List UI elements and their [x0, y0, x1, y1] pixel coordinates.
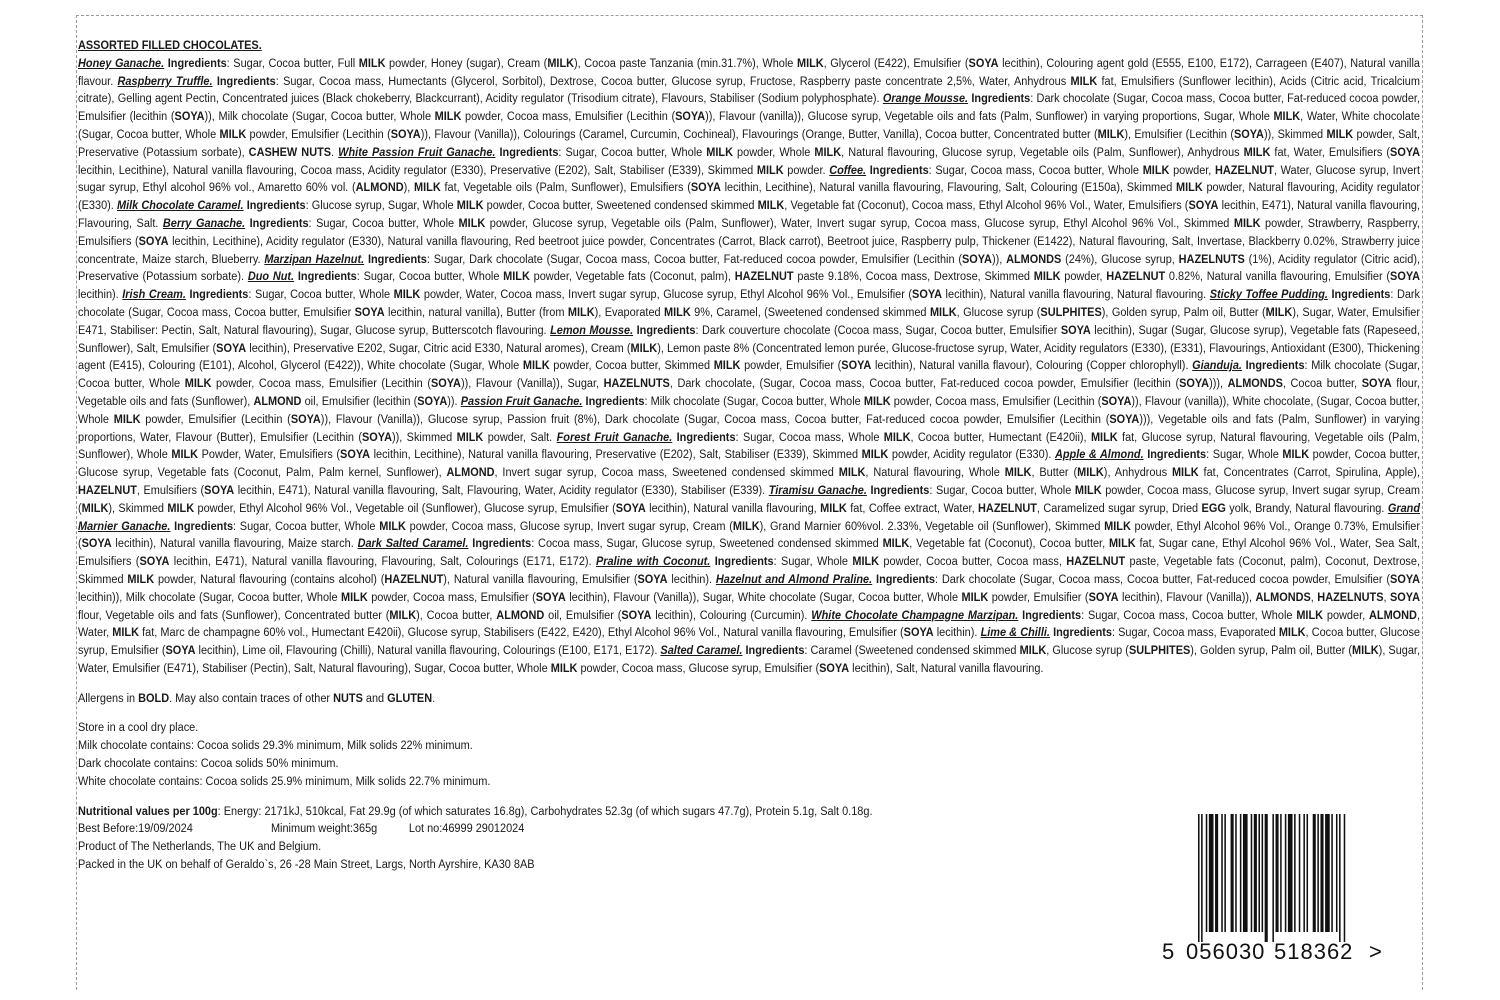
ingredients-label: Ingredients — [1331, 288, 1391, 302]
product-ingredients: : Dark chocolate (Sugar, Cocoa mass, Cocoa butter, Emulsifier SOYA lecithin, natural vanilla), Butter (from MILK), Evaporated MILK 9%, Caramel, (Sweetened condensed skimmed MILK, Glucose syrup (SULPHITES), Golden syrup, Palm oil, Butter (MILK), Sugar, Water, Emulsifier E471, Stabiliser: Pectin, Salt, Natural flavouring), Sugar, Glucose syrup, Butterscotch flavouring. — [78, 288, 1421, 337]
product-name: Raspberry Truffle. — [117, 74, 213, 88]
barcode-bar — [1294, 814, 1296, 932]
product-ingredients: : Sugar, Cocoa mass, Cocoa butter, Whole MILK powder, ALMOND, Water, MILK fat, Marc de champagne 60% vol., Humectant E420ii), Glucose syrup, Stabilisers (E422, E420), Ethyl Alcohol 96% Vol., Natural vanilla flavouring, Emulsifier (SOYA lecithin). — [78, 608, 1420, 640]
ingredients-label: Ingredients — [676, 430, 736, 444]
allergen-word: SOYA — [1088, 590, 1119, 604]
ingredients-label: Ingredients — [249, 216, 309, 230]
allergen-word: HAZELNUT — [1215, 163, 1274, 177]
ingredients-label: Ingredients — [297, 270, 357, 284]
allergen-word: MILK — [550, 661, 578, 675]
allergen-word: SOYA — [340, 448, 371, 462]
product-name: Coffee. — [829, 163, 867, 177]
barcode-bar — [1254, 814, 1257, 932]
product-name: White Chocolate Champagne Marzipan. — [811, 608, 1019, 622]
allergen-word: HAZELNUTS — [1178, 252, 1245, 266]
product-name: Lemon Mousse. — [550, 323, 634, 337]
product-name: Tiramisu Ganache. — [768, 483, 867, 497]
allergen-word: HAZELNUTS — [1317, 590, 1384, 604]
allergen-word: MILK — [414, 181, 441, 195]
barcode-bar — [1288, 814, 1293, 932]
allergen-note-emphasis: BOLD — [138, 691, 170, 705]
allergen-word: MILK — [434, 110, 462, 124]
allergen-word: MILK — [1171, 466, 1199, 480]
ingredients-label: Ingredients — [167, 56, 227, 70]
product-ingredients: : Dark couverture chocolate (Cocoa mass, Sugar, Cocoa butter, Emulsifier SOYA lecithin), Sugar (Sugar, Glucose syrup), Vegetable fats (Rapeseed, Sunflower), Salt, Emulsifier (SOYA lecithin), Preservative E202, Sugar, Citric acid E330, Natural aromes), Cream (MILK), Lemon paste 8% (Concentrated lemon purée, Glucose-fructose syrup, Water, Acidity regulators (E330), (E331), Flavourings, Antioxidant (E300), Thickening agent (E415), Colouring (E101), Alcohol, Glycerol (E422)), White chocolate (Sugar, Whole MILK powder, Cocoa butter, Skimmed MILK powder, Emulsifier (SOYA lecithin), Natural vanilla flavour), Colouring (Copper chlorophyll). — [78, 323, 1421, 373]
allergen-word: ALMONDS — [1006, 252, 1062, 266]
allergens-note: Allergens in BOLD. May also contain traces of other NUTS and GLUTEN. — [78, 691, 436, 705]
allergen-word: SOYA — [139, 555, 170, 569]
barcode-digit-first: 5 — [1162, 939, 1175, 962]
barcode-bar — [1280, 814, 1282, 932]
product-name: Marzipan Hazelnut. — [264, 252, 365, 266]
allergen-word: MILK — [113, 412, 141, 426]
product-name: Forest Fruit Ganache. — [556, 430, 673, 444]
barcode — [1154, 812, 1394, 962]
allergen-word: MILK — [1278, 626, 1306, 640]
ingredients-block — [78, 55, 1420, 678]
allergen-word: SOYA — [637, 572, 668, 586]
allergen-word: SOYA — [968, 56, 999, 70]
product-ingredients: : Glucose syrup, Sugar, Whole MILK powder, Cocoa butter, Sweetened condensed skimmed MILK, Vegetable fat (Coconut), Cocoa mass, Ethyl Alcohol 96% Vol., Water, Emulsifiers (SOYA lecithin, E471), Natural vanilla flavouring, Flavouring, Salt. — [78, 199, 1421, 230]
allergen-word: SOYA — [1390, 590, 1420, 604]
allergen-word: MILK — [1070, 74, 1098, 88]
allergen-word: ALMOND — [253, 394, 302, 408]
product-ingredients: : Sugar, Cocoa mass, Humectants (Glycerol, Sorbitol), Dextrose, Cocoa butter, Glucose syrup, Fructose, Raspberry paste concentrate 2,5%, Water, Anhydrous MILK fat, Emulsifiers (Sunflower lecithin), Acids (Citric acid, Tricalcium citrate), Gelling agent Pectin, Concentrated juices (Black chokeberry, Blackcurrant), Acidity regulator (Trisodium citrate), Flavours, Stabiliser (Sodium polyphosphate). — [78, 74, 1420, 106]
allergen-word: SOYA — [290, 412, 321, 426]
barcode-bar — [1201, 814, 1203, 942]
allergen-word: MILK — [81, 501, 109, 515]
product-ingredients: : Cocoa mass, Sugar, Glucose syrup, Sweetened condensed skimmed MILK, Vegetable fat (Coconut), Cocoa butter, MILK fat, Sugar cane, Ethyl Alcohol 96% Vol., Water, Sea Salt, Emulsifiers (SOYA lecithin, E471), Natural vanilla flavouring, Flavouring, Salt, Colourings (E171, E172). — [78, 537, 1421, 569]
allergen-word: ALMOND — [1368, 608, 1417, 622]
barcode-bar — [1272, 814, 1274, 942]
lot-number: Lot no:46999 29012024 — [408, 822, 525, 836]
product-entry — [122, 288, 1206, 301]
allergen-word: SOYA — [675, 110, 706, 124]
barcode-bar — [1243, 814, 1248, 932]
product-ingredients: : Sugar, Whole MILK powder, Cocoa butter, Glucose syrup, Vegetable fats (Coconut, Palm, Palm kernel, Sunflower), ALMOND, Invert sugar syrup, Cocoa mass, Sweetened condensed skimmed MILK, Natural flavouring, Whole MILK, Butter (MILK), Anhydrous MILK fat, Concentrates (Carrot, Spirulina, Apple), HAZELNUT, Emulsifiers (SOYA lecithin, E471), Natural vanilla flavouring, Salt, Flavouring, Water, Acidity regulator (E330), Stabiliser (E339). — [78, 448, 1421, 497]
allergen-word: MILK — [456, 430, 484, 444]
product-ingredients: : Sugar, Cocoa mass, Cocoa butter, Whole MILK powder, HAZELNUT, Water, Glucose syrup, Invert sugar syrup, Ethyl alcohol 96% vol., Amaretto 60% vol. (ALMOND), MILK fat, Vegetable oils (Palm, Sunflower), Emulsifiers (SOYA lecithin, Lecithine), Natural vanilla flavouring, Flavouring, Salt, Colouring (E150a), Skimmed MILK powder, Natural flavouring, Acidity regulator (E330). — [78, 163, 1420, 213]
allergen-word: ALMOND — [446, 466, 495, 480]
allergen-word: SOYA — [81, 537, 112, 551]
allergen-word: ALMOND — [355, 181, 404, 195]
storage-line: White chocolate contains: Cocoa solids 25.9% minimum, Milk solids 22.7% minimum. — [78, 774, 491, 788]
product-name: Dark Salted Caramel. — [357, 537, 469, 551]
barcode-bar — [1198, 814, 1200, 942]
best-before: Best Before:19/09/2024 — [78, 822, 193, 836]
allergen-word: MILK — [458, 216, 486, 230]
barcode-bar — [1231, 814, 1234, 932]
barcode-bar — [1331, 814, 1333, 932]
barcode-bar — [1317, 814, 1319, 932]
min-weight: Minimum weight:365g — [270, 822, 378, 836]
product-name: Honey Ganache. — [78, 56, 165, 70]
allergen-word: HAZELNUT — [78, 483, 137, 497]
product-ingredients: : Milk chocolate (Sugar, Cocoa butter, Whole MILK powder, Cocoa mass, Emulsifier (Lecithin (SOYA)), Flavour (Vanilla)), Sugar, HAZELNUTS, Dark chocolate, (Sugar, Cocoa mass, Cocoa butter, Fat-reduced cocoa powder, Emulsifier (lecithin (SOYA))), ALMONDS, Cocoa butter, SOYA flour, Vegetable oils and fats (Sunflower), ALMOND oil, Emulsifier (lecithin (SOYA)). — [78, 359, 1421, 408]
allergen-word: MILK — [1282, 448, 1310, 462]
storage-line: Store in a cool dry place. — [78, 721, 199, 735]
allergen-word: CASHEW NUTS — [248, 145, 332, 159]
barcode-bar — [1251, 814, 1253, 932]
product-ingredients: : Sugar, Cocoa butter, Whole MILK powder, Whole MILK, Natural flavouring, Glucose syrup, Vegetable oils (Palm, Sunflower), Anhydrous MILK fat, Water, Emulsifiers (SOYA lecithin, Lecithine), Natural vanilla flavouring, Cocoa mass, Acidity regulator (E330), Preservative (E202), Salt, Stabiliser (E339), Skimmed MILK powder. — [78, 145, 1421, 177]
product-name: Berry Ganache. — [162, 216, 246, 230]
allergen-word: MILK — [503, 270, 530, 284]
product-name: Apple & Almond. — [1054, 448, 1144, 462]
allergen-word: MILK — [863, 394, 891, 408]
allergen-word: MILK — [1104, 519, 1131, 533]
product-name: Praline with Coconut. — [595, 555, 711, 569]
product-ingredients: : Sugar, Cocoa butter, Whole MILK powder, Glucose syrup, Vegetable oils (Palm, Sunflower), Water, Invert sugar syrup, Cocoa mass, Glucose syrup, Ethyl Alcohol 96% Vol., Skimmed MILK powder, Strawberry, Raspberry, Emulsifiers (SOYA lecithin, Lecithine), Acidity regulator (E330), Natural vanilla flavouring, Red beetroot juice powder, Concentrates (Carrot, Black carrot), Beetroot juice, Raspberry pulp, Thickener (E1422), Natural flavouring, Salt, Invertase, Blackberry 0.02%, Strawberry juice concentrate, Maize starch, Blueberry. — [78, 216, 1420, 266]
barcode-bar — [1339, 814, 1341, 942]
product-ingredients: : Sugar, Whole MILK powder, Cocoa butter, Cocoa mass, HAZELNUT paste, Vegetable fats (Coconut, palm), Coconut, Dextrose, Skimmed MILK powder, Natural flavouring (contains alcohol) (HAZELNUT), Natural vanilla flavouring, Emulsifier (SOYA lecithin). — [78, 555, 1420, 586]
product-ingredients: : Sugar, Cocoa butter, Whole MILK powder, Cocoa mass, Glucose syrup, Invert sugar syrup, Cream (MILK), Skimmed MILK powder, Ethyl Alcohol 96% Vol., Vegetable oil (Sunflower), Glucose syrup, Emulsifier (SOYA lecithin), Natural vanilla flavouring, MILK fat, Coffee extract, Water, HAZELNUT, Caramelized sugar syrup, Dried EGG yolk, Brandy, Natural flavouring. — [78, 483, 1421, 515]
allergen-word: ALMONDS — [1255, 590, 1311, 604]
allergen-word: MILK — [1090, 430, 1118, 444]
allergen-word: MILK — [1351, 644, 1379, 658]
barcode-bar — [1209, 814, 1214, 932]
product-name: Irish Cream. — [122, 288, 186, 302]
allergen-word: MILK — [567, 305, 595, 319]
allergen-word: SOYA — [1060, 323, 1091, 337]
allergen-word: MILK — [1296, 608, 1324, 622]
barcode-digits-left: 056030 — [1186, 939, 1266, 962]
allergen-word: MILK — [219, 127, 247, 141]
allergen-word: MILK — [1176, 181, 1203, 195]
allergen-word: MILK — [1004, 466, 1032, 480]
allergen-word: MILK — [127, 572, 155, 586]
product-ingredients: : Sugar, Cocoa butter, Full MILK powder, Honey (sugar), Cream (MILK), Cocoa paste Tanzania (min.31.7%), Whole MILK, Glycerol (E422), Emulsifier (SOYA lecithin), Colouring agent gold (E555, E100, E172), Carrageen (E407), Natural vanilla flavour. — [78, 56, 1420, 88]
ingredients-label: Ingredients — [367, 252, 427, 266]
allergen-word: ALMOND — [496, 608, 545, 622]
allergen-word: MILK — [1074, 483, 1102, 497]
product-name: White Passion Fruit Ganache. — [338, 145, 496, 159]
allergen-word: MILK — [732, 519, 760, 533]
allergen-note-emphasis: NUTS — [333, 691, 363, 705]
allergen-word: MILK — [630, 341, 658, 355]
barcode-bar — [1235, 814, 1237, 932]
allergen-word: SOYA — [690, 181, 721, 195]
allergen-word: MILK — [171, 448, 199, 462]
allergen-word: HAZELNUT — [1106, 270, 1166, 284]
allergen-word: MILK — [522, 359, 550, 373]
product-ingredients: : Sugar, Cocoa butter, Whole MILK powder, Water, Cocoa mass, Invert sugar syrup, Glucose syrup, Ethyl Alcohol 96% Vol., Emulsifier (SOYA lecithin), Natural vanilla flavouring, Natural flavouring. — [248, 288, 1207, 302]
allergen-word: MILK — [929, 305, 957, 319]
ingredients-label: Ingredients — [189, 288, 249, 302]
ingredients-label: Ingredients — [1245, 359, 1305, 373]
product-ingredients: : Sugar, Cocoa mass, Whole MILK, Cocoa butter, Humectant (E420ii), MILK fat, Glucose syrup, Natural flavouring, Vegetable oils (Palm, Sunflower), Whole MILK Powder, Water, Emulsifiers (SOYA lecithin, Lecithine), Natural vanilla flavouring, Preservative (E202), Salt, Stabiliser (E339), Skimmed MILK powder, Acidity regulator (E330). — [78, 430, 1420, 462]
allergen-word: SOYA — [535, 590, 566, 604]
allergen-word: MILK — [706, 145, 733, 159]
allergen-word: SOYA — [621, 608, 652, 622]
allergen-word: SOYA — [1390, 145, 1421, 159]
allergen-word: MILK — [814, 145, 842, 159]
product-name: Sticky Toffee Pudding. — [1209, 288, 1328, 302]
allergen-word: MILK — [358, 56, 386, 70]
allergen-word: MILK — [796, 56, 824, 70]
barcode-bar — [1258, 814, 1260, 932]
ingredients-label: Ingredients — [745, 644, 805, 658]
allergen-word: SOYA — [961, 252, 992, 266]
product-ingredients: : Sugar, Cocoa butter, Whole MILK powder, Cocoa mass, Glucose syrup, Invert sugar syrup, Cream (MILK), Grand Marnier 60%vol. 2.33%, Vegetable oil (Sunflower), Skimmed MILK powder, Ethyl Alcohol 96% Vol., Orange 0.73%, Emulsifier (SOYA lecithin), Natural vanilla flavouring, Maize starch. — [78, 519, 1421, 551]
allergen-word: MILK — [547, 56, 575, 70]
allergen-word: MILK — [820, 501, 847, 515]
allergen-word: MILK — [167, 501, 195, 515]
storage-line: Milk chocolate contains: Cocoa solids 29.3% minimum, Milk solids 22% minimum. — [78, 739, 473, 753]
allergen-word: HAZELNUT — [734, 270, 794, 284]
allergen-word: SOYA — [204, 483, 235, 497]
barcode-bars — [1198, 814, 1345, 942]
ingredients-label: Ingredients — [714, 555, 774, 569]
allergen-word: MILK — [393, 288, 421, 302]
ingredients-label: Ingredients — [585, 394, 645, 408]
allergen-word: MILK — [883, 430, 911, 444]
allergen-word: SOYA — [361, 430, 392, 444]
ingredients-label: Ingredients — [1022, 608, 1082, 622]
allergen-word: HAZELNUT — [384, 572, 444, 586]
nutrition-values: : Energy: 2171kJ, 510kcal, Fat 29.9g (of which saturates 16.8g), Carbohydrates 52.3g (of which sugars 47.7g), Protein 5.1g, Salt 0.18g. — [217, 804, 873, 818]
allergen-word: SOYA — [1101, 394, 1132, 408]
barcode-bar — [1325, 814, 1330, 932]
allergen-word: HAZELNUT — [978, 501, 1037, 515]
allergen-word: SOYA — [1390, 270, 1421, 284]
product-ingredients: : Sugar, Cocoa butter, Whole MILK powder, Vegetable fats (Coconut, palm), HAZELNUT paste 9.18%, Cocoa mass, Dextrose, Skimmed MILK powder, HAZELNUT 0.82%, Natural vanilla flavouring, Emulsifier (SOYA lecithin). — [78, 270, 1421, 302]
storage-block — [78, 719, 1420, 790]
product-name: Lime & Chilli. — [980, 626, 1050, 640]
allergen-word: MILK — [1326, 127, 1354, 141]
ingredients-label: Ingredients — [870, 483, 930, 497]
allergen-word: SOYA — [615, 501, 646, 515]
product-ingredients: : Caramel (Sweetened condensed skimmed MILK, Glucose syrup (SULPHITES), Golden syrup, Palm oil, Butter (MILK), Sugar, Water, Emulsifier (E471), Stabiliser (Pectin), Salt, Natural flavouring), Sugar, Cocoa butter, Whole MILK powder, Cocoa mass, Glucose syrup, Emulsifier (SOYA lecithin), Salt, Natural vanilla flavouring. — [78, 644, 1421, 675]
allergen-word: MILK — [1233, 216, 1261, 230]
allergen-word: MILK — [757, 199, 785, 213]
allergen-word: MILK — [852, 555, 880, 569]
allergen-word: SOYA — [1390, 572, 1421, 586]
allergen-word: SOYA — [174, 110, 205, 124]
allergen-word: SOYA — [138, 234, 169, 248]
allergen-word: MILK — [112, 626, 140, 640]
allergen-word: MILK — [713, 359, 741, 373]
product-name: Duo Nut. — [247, 270, 295, 284]
ingredients-label: Ingredients — [246, 199, 306, 213]
label-content — [78, 37, 1420, 874]
ingredients-label: Ingredients — [174, 519, 234, 533]
product-name: Milk Chocolate Caramel. — [117, 199, 244, 213]
allergen-word: MILK — [838, 466, 866, 480]
product-name: Salted Caramel. — [660, 644, 743, 658]
allergen-word: MILK — [456, 199, 484, 213]
allergen-word: MILK — [1243, 145, 1271, 159]
nutrition-label: Nutritional values per 100g — [78, 804, 218, 818]
allergen-word: SOYA — [216, 341, 247, 355]
allergen-word: MILK — [389, 608, 417, 622]
ingredients-label: Ingredients — [472, 537, 532, 551]
allergen-word: MILK — [1019, 644, 1047, 658]
allergen-word: MILK — [341, 590, 368, 604]
allergen-word: SOYA — [903, 626, 934, 640]
allergen-word: MILK — [1108, 537, 1136, 551]
barcode-bar — [1215, 814, 1218, 932]
allergen-word: MILK — [1142, 163, 1170, 177]
ingredients-label: Ingredients — [636, 323, 696, 337]
allergen-word: SOYA — [165, 644, 196, 658]
ingredients-label: Ingredients — [971, 92, 1031, 106]
allergen-word: EGG — [1201, 501, 1226, 515]
allergen-word: SULPHITES — [1040, 305, 1102, 319]
product-ingredients: : Sugar, Dark chocolate (Sugar, Cocoa mass, Cocoa butter, Fat-reduced cocoa powder, Emulsifier (Lecithin (SOYA)), ALMONDS (24%), Glucose syrup, HAZELNUTS (1%), Acidity regulator (Citric acid), Preservative (Potassium sorbate). — [78, 252, 1420, 284]
product-ingredients: : Sugar, Cocoa mass, Evaporated MILK, Cocoa butter, Glucose syrup, Emulsifier (SOYA lecithin), Lime oil, Flavouring (Chilli), Natural vanilla flavouring, Colourings (E100, E171, E172). — [78, 626, 1420, 658]
product-name: Orange Mousse. — [882, 92, 969, 106]
allergen-word: MILK — [1077, 466, 1104, 480]
ingredients-label: Ingredients — [1147, 448, 1207, 462]
barcode-bar — [1303, 814, 1305, 932]
allergen-word: ALMONDS — [1227, 377, 1283, 391]
ingredients-label: Ingredients — [216, 74, 276, 88]
barcode-bar — [1320, 814, 1323, 932]
allergen-word: MILK — [1273, 110, 1301, 124]
ingredients-label: Ingredients — [1053, 626, 1112, 640]
barcode-bar — [1285, 814, 1287, 932]
product-name: Gianduja. — [1192, 359, 1242, 373]
allergen-word: SULPHITES — [1128, 644, 1191, 658]
allergen-word: SOYA — [1233, 127, 1264, 141]
product-ingredients: : Milk chocolate (Sugar, Cocoa butter, Whole MILK powder, Cocoa mass, Emulsifier (Lecithin (SOYA)), Flavour (vanilla)), White chocolate, (Sugar, Cocoa butter, Whole MILK powder, Emulsifier (Lecithin (SOYA)), Flavour (Vanilla)), Glucose syrup, Passion fruit (8%), Dark chocolate (Sugar, Cocoa mass, Cocoa butter, Fat-reduced cocoa powder, Emulsifier (Lecithin (SOYA))), Vegetable oils and fats (Palm, Sunflower) in varying proportions, Water, Flavour (Butter), Emulsifier (Lecithin (SOYA)), Skimmed MILK powder, Salt. — [78, 394, 1421, 444]
barcode-bar — [1240, 814, 1242, 932]
barcode-bar — [1299, 814, 1301, 932]
product-ingredients: : Dark chocolate (Sugar, Cocoa mass, Cocoa butter, Fat-reduced cocoa powder, Emulsifier (SOYA lecithin)), Milk chocolate (Sugar, Cocoa butter, Whole MILK powder, Cocoa mass, Emulsifier (SOYA lecithin), Flavour (Vanilla)), Sugar, White chocolate (Sugar, Cocoa butter, Whole MILK powder, Emulsifier (SOYA lecithin), Flavour (Vanilla)), ALMONDS, HAZELNUTS, SOYA flour, Vegetable oils and fats (Sunflower), Concentrated butter (MILK), Cocoa butter, ALMOND oil, Emulsifier (SOYA lecithin), Colouring (Curcumin). — [78, 572, 1421, 622]
barcode-bar — [1344, 814, 1346, 942]
allergen-word: SOYA — [1361, 377, 1392, 391]
barcode-bar — [1336, 814, 1338, 932]
product-name: Hazelnut and Almond Praline. — [715, 572, 873, 586]
allergen-word: MILK — [861, 448, 889, 462]
allergen-word: HAZELNUT — [1066, 555, 1126, 569]
allergen-word: SOYA — [417, 394, 448, 408]
allergen-word: MILK — [184, 377, 212, 391]
barcode-bar — [1221, 814, 1223, 932]
ingredients-label: Ingredients — [869, 163, 929, 177]
allergen-word: MILK — [961, 590, 989, 604]
allergen-word: SOYA — [819, 661, 850, 675]
ingredients-label: Ingredients — [499, 145, 559, 159]
barcode-bar — [1307, 814, 1309, 932]
allergen-word: MILK — [379, 519, 406, 533]
barcode-bar — [1313, 814, 1316, 932]
barcode-bar — [1224, 814, 1226, 932]
barcode-digits-right: 518362 — [1274, 939, 1354, 962]
allergen-word: SOYA — [1109, 412, 1140, 426]
storage-line: Dark chocolate contains: Cocoa solids 50% minimum. — [78, 757, 339, 771]
allergen-word: SOYA — [912, 288, 943, 302]
allergen-word: MILK — [756, 163, 784, 177]
barcode-bar — [1265, 814, 1268, 942]
allergen-word: MILK — [1265, 305, 1293, 319]
product-name: Passion Fruit Ganache. — [460, 394, 583, 408]
barcode-bar — [1276, 814, 1279, 932]
label-title: ASSORTED FILLED CHOCOLATES. — [78, 39, 262, 52]
origin-line: Product of The Netherlands, The UK and Belgium. — [78, 840, 322, 854]
allergen-word: SOYA — [354, 305, 385, 319]
allergen-word: SOYA — [1179, 377, 1210, 391]
barcode-bar — [1262, 814, 1264, 932]
allergen-word: MILK — [882, 537, 910, 551]
packed-line: Packed in the UK on behalf of Geraldo`s, 26 -28 Main Street, Largs, North Ayrshire, KA30 8AB — [78, 858, 535, 872]
allergen-word: SOYA — [1188, 199, 1219, 213]
allergen-word: MILK — [664, 305, 691, 319]
barcode-arrow: > — [1369, 939, 1382, 962]
product-name: Grand Marnier Ganache. — [78, 501, 1421, 533]
allergen-word: SOYA — [430, 377, 461, 391]
allergen-word: SOYA — [390, 127, 421, 141]
allergen-word: SOYA — [841, 359, 872, 373]
allergen-word: MILK — [1033, 270, 1061, 284]
allergen-word: MILK — [1097, 127, 1125, 141]
allergen-word: HAZELNUTS — [603, 377, 670, 391]
ingredients-label: Ingredients — [876, 572, 935, 586]
allergen-note-emphasis: GLUTEN — [387, 691, 433, 705]
product-ingredients: : Dark chocolate (Sugar, Cocoa mass, Cocoa butter, Fat-reduced cocoa powder, Emulsifier (lecithin (SOYA)), Milk chocolate (Sugar, Cocoa butter, Whole MILK powder, Cocoa mass, Emulsifier (Lecithin (SOYA)), Flavour (vanilla)), Glucose syrup, Vegetable oils and fats (Palm, Sunflower) in varying proportions, Sugar, Whole MILK, Water, White chocolate (Sugar, Cocoa butter, Whole MILK powder, Emulsifier (Lecithin (SOYA)), Flavour (Vanilla)), Colourings (Caramel, Curcumin, Cochineal), Flavourings (Orange, Butter, Vanilla), Cocoa butter, Concentrated butter (MILK), Emulsifier (Lecithin (SOYA)), Skimmed MILK powder, Salt, Preservative (Potassium sorbate), CASHEW NUTS. — [78, 92, 1421, 159]
barcode-bar — [1206, 814, 1208, 932]
